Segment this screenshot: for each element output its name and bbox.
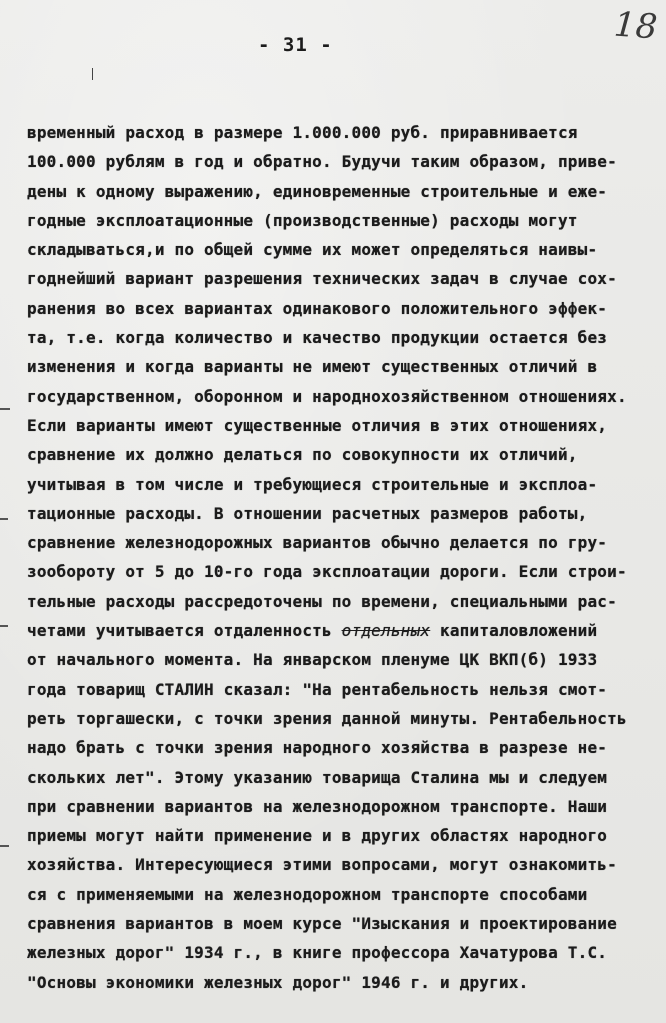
text-line: зообороту от 5 до 10-го года эксплоатации дороги. Если строи-	[27, 562, 627, 582]
text-line: изменения и когда варианты не имеют существенных отличий в	[27, 357, 598, 377]
text-line: железных дорог" 1934 г., в книге профессора Хачатурова Т.С.	[27, 943, 608, 963]
text-line	[27, 616, 652, 645]
text-line: та, т.е. когда количество и качество продукции остается без	[27, 328, 608, 348]
text-line: хозяйства. Интересующиеся этими вопросами, могут ознакомить-	[27, 855, 617, 875]
page-number: - 31 -	[258, 34, 333, 56]
text-line: реть торгашески, с точки зрения данной минуты. Рентабельность	[27, 708, 627, 728]
text-line: 100.000 рублям в год и обратно. Будучи таким образом, приве-	[27, 152, 617, 172]
text-line: сравнение железнодорожных вариантов обычно делается по гру-	[27, 533, 608, 553]
text-line: ся с применяемыми на железнодорожном транспорте способами	[27, 884, 588, 904]
margin-mark	[0, 518, 8, 520]
text-line: дены к одному выражению, единовременные строительные и еже-	[27, 181, 608, 201]
stray-mark	[92, 68, 93, 80]
text-line: Если варианты имеют существенные отличия в этих отношениях,	[27, 415, 608, 435]
text-line: государственном, оборонном и народнохозяйственном отношениях.	[27, 386, 627, 406]
text-line: временный расход в размере 1.000.000 руб. приравнивается	[27, 123, 578, 142]
text-line: сравнения вариантов в моем курсе "Изыскания и проектирование	[27, 914, 617, 934]
text-line: скольких лет". Этому указанию товарища Сталина мы и следуем	[27, 767, 608, 787]
text-line: от начального момента. На январском пленуме ЦК ВКП(б) 1933	[27, 650, 598, 670]
text-line: годнейший вариант разрешения технических задач в случае сох-	[27, 269, 617, 289]
text-line: складываться,и по общей сумме их может определяться наивы-	[27, 240, 598, 260]
body-text	[27, 118, 652, 997]
margin-mark	[0, 408, 10, 410]
text-line: тельные расходы рассредоточены по времени, специальными рас-	[27, 591, 617, 611]
text-line: учитывая в том числе и требующиеся строительные и эксплоа-	[27, 474, 598, 494]
text-line: года товарищ СТАЛИН сказал: "На рентабельность нельзя смот-	[27, 679, 608, 699]
struck-out-word: отдельных	[341, 621, 431, 641]
text-segment: капиталовложений	[430, 621, 598, 641]
text-line: годные эксплоатационные (производственные) расходы могут	[27, 210, 578, 230]
margin-mark	[0, 625, 8, 627]
text-line: надо брать с точки зрения народного хозяйства в разрезе не-	[27, 738, 608, 758]
margin-mark	[0, 845, 9, 847]
text-line: "Основы экономики железных дорог" 1946 г. и других.	[27, 972, 529, 992]
text-line: приемы могут найти применение и в других областях народного	[27, 826, 608, 846]
text-line: ранения во всех вариантах одинакового положительного эффек-	[27, 298, 608, 318]
text-line: тационные расходы. В отношении расчетных размеров работы,	[27, 503, 588, 523]
text-segment: четами учитывается отдаленность	[27, 621, 342, 641]
text-line: сравнение их должно делаться по совокупности их отличий,	[27, 445, 578, 465]
text-line: при сравнении вариантов на железнодорожном транспорте. Наши	[27, 796, 608, 816]
handwritten-folio-number: 18	[612, 4, 659, 48]
